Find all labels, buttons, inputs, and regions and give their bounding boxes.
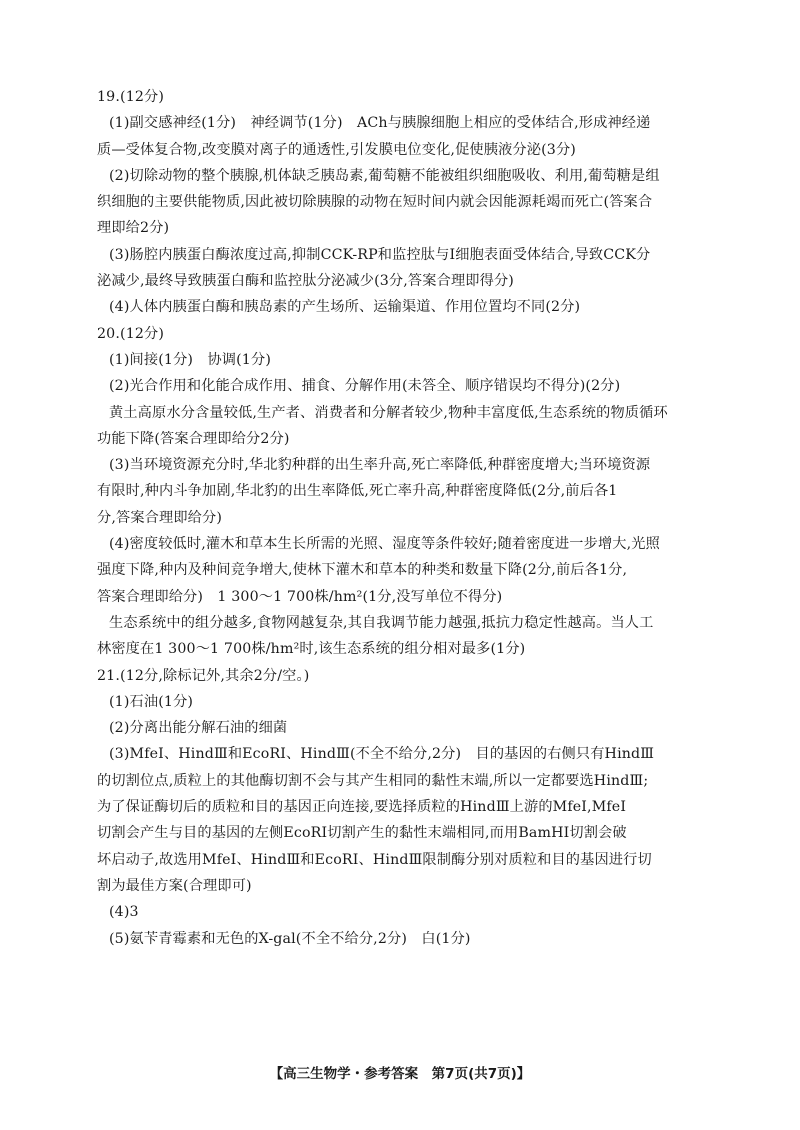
question-20-heading: 20.(12分): [97, 325, 165, 342]
answer-line: 黄土高原水分含量较低,生产者、消费者和分解者较少,物种丰富度低,生态系统的物质循环: [109, 404, 668, 421]
answer-line: 质—受体复合物,改变膜对离子的通透性,引发膜电位变化,促使胰液分泌(3分): [97, 141, 576, 158]
answer-line: 分,答案合理即给分): [97, 509, 223, 526]
answer-line: 答案合理即给分) 1 300～1 700株/hm²(1分,没写单位不得分): [97, 588, 503, 605]
answer-line: (4)人体内胰蛋白酶和胰岛素的产生场所、运输渠道、作用位置均不同(2分): [109, 299, 581, 316]
answer-line: (4)密度较低时,灌木和草本生长所需的光照、湿度等条件较好;随着密度进一步增大,光照: [109, 536, 660, 553]
answer-line: 泌减少,最终导致胰蛋白酶和监控肽分泌减少(3分,答案合理即得分): [97, 273, 514, 290]
answer-line: (4)3: [109, 904, 139, 921]
answer-line: (3)MfeⅠ、HindⅢ和EcoRⅠ、HindⅢ(不全不给分,2分) 目的基因的右侧只有HindⅢ: [109, 746, 655, 763]
question-21-heading: 21.(12分,除标记外,其余2分/空。): [97, 667, 310, 684]
answer-line: 有限时,种内斗争加剧,华北豹的出生率降低,死亡率升高,种群密度降低(2分,前后各1: [97, 483, 618, 500]
answer-line: 生态系统中的组分越多,食物网越复杂,其自我调节能力越强,抵抗力稳定性越高。当人工: [109, 614, 654, 631]
answer-line: (1)石油(1分): [109, 693, 194, 710]
answer-line: (5)氨苄青霉素和无色的X-gal(不全不给分,2分) 白(1分): [109, 930, 471, 947]
answer-line: 理即给2分): [97, 220, 170, 237]
answer-line: 坏启动子,故选用MfeⅠ、HindⅢ和EcoRⅠ、HindⅢ限制酶分别对质粒和目的基因进行切: [97, 851, 652, 868]
question-19-heading: 19.(12分): [97, 89, 165, 105]
answer-content: [97, 84, 715, 952]
answer-line: (2)光合作用和化能合成作用、捕食、分解作用(未答全、顺序错误均不得分)(2分): [109, 378, 621, 395]
answer-line: 织细胞的主要供能物质,因此被切除胰腺的动物在短时间内就会因能源耗竭而死亡(答案合: [97, 194, 653, 211]
answer-line: 功能下降(答案合理即给分2分): [97, 430, 290, 447]
answer-line: (1)副交感神经(1分) 神经调节(1分) ACh与胰腺细胞上相应的受体结合,形成神经递: [109, 115, 651, 132]
answer-line: (2)切除动物的整个胰腺,机体缺乏胰岛素,葡萄糖不能被组织细胞吸收、利用,葡萄糖是组: [109, 167, 660, 184]
answer-line: 切割会产生与目的基因的左侧EcoRⅠ切割产生的黏性末端相同,而用BamHⅠ切割会破: [97, 825, 627, 842]
answer-line: 割为最佳方案(合理即可): [97, 877, 252, 894]
answer-line: (2)分离出能分解石油的细菌: [109, 720, 288, 737]
answer-line: (3)肠腔内胰蛋白酶浓度过高,抑制CCK-RP和监控肽与I细胞表面受体结合,导致CCK分: [109, 246, 651, 263]
answer-line: 为了保证酶切后的质粒和目的基因正向连接,要选择质粒的HindⅢ上游的MfeⅠ,MfeⅠ: [97, 799, 627, 816]
answer-line: 强度下降,种内及种间竞争增大,使林下灌木和草本的种类和数量下降(2分,前后各1分,: [97, 562, 628, 579]
answer-line: 林密度在1 300～1 700株/hm²时,该生态系统的组分相对最多(1分): [97, 641, 526, 658]
answer-line: 的切割位点,质粒上的其他酶切割不会与其产生相同的黏性末端,所以一定都要选HindⅢ;: [97, 772, 649, 789]
answer-line: (1)间接(1分) 协调(1分): [109, 351, 272, 368]
answer-line: (3)当环境资源充分时,华北豹种群的出生率升高,死亡率降低,种群密度增大;当环境资源: [109, 457, 651, 474]
page-footer: 【高三生物学・参考答案 第7页(共7页)】: [269, 1066, 531, 1082]
